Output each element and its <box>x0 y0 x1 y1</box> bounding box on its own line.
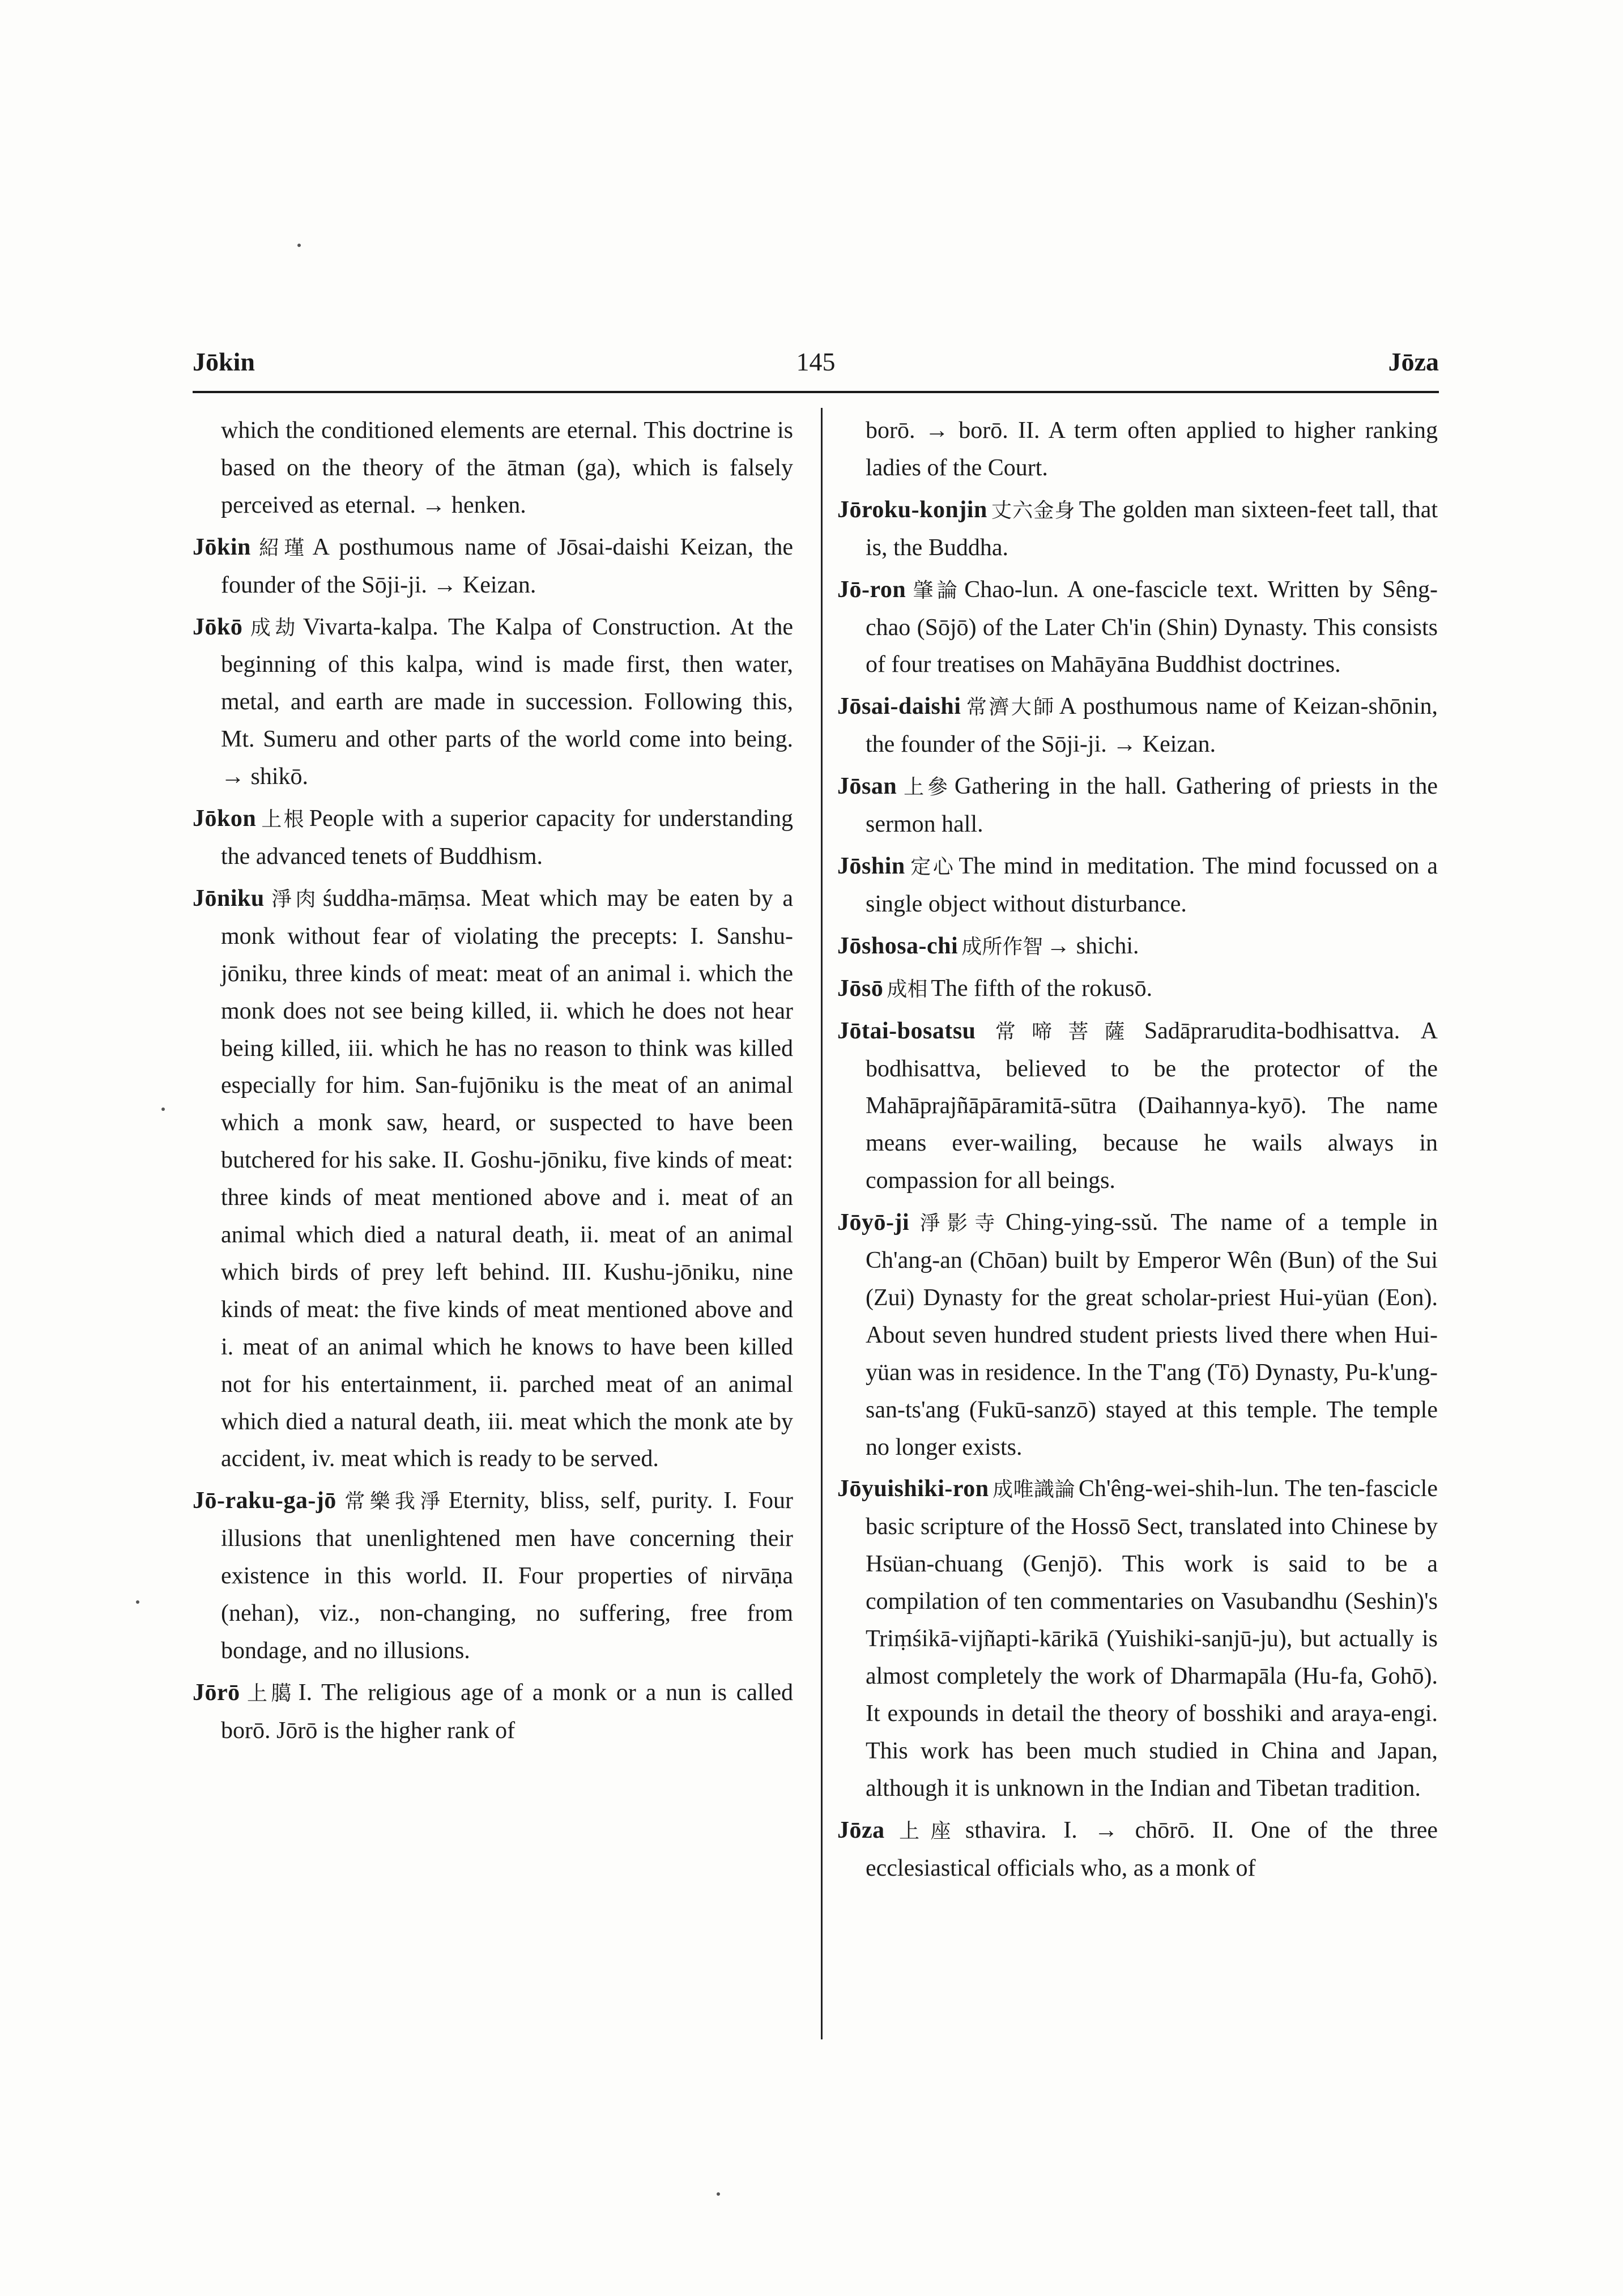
dictionary-entry <box>837 768 1438 844</box>
entry-body: A posthumous name of Jōsai-daishi Keizan, the founder of the Sōji-ji. → Keizan. <box>221 534 793 598</box>
dictionary-entry <box>193 529 793 604</box>
entry-kanji: 上參 <box>900 776 951 799</box>
dictionary-entry <box>837 848 1438 923</box>
column-divider <box>821 408 823 2039</box>
dictionary-entry <box>837 1812 1438 1888</box>
entry-headword: Jōshosa-chi <box>837 932 959 959</box>
entry-body: I. The religious age of a monk or a nun is called borō. Jōrō is the higher rank of <box>221 1679 793 1744</box>
entry-body: Ch'êng-wei-shih-lun. The ten-fascicle basic scripture of the Hossō Sect, translated into Chinese by Hsüan-chuang (Genjō). This work is said to be a compilation of ten commentaries on Vasubandhu (Seshin)'s Triṃśikā-vijñapti-kārikā (Yuishiki-sanjū-ju), but actually is almost completely the work of Dharmapāla (Hu-fa, Gohō). It expounds in detail the theory of bosshiki and araya-engi. This work has been much studied in China and Japan, although it is unknown in the Indian and Tibetan tradition. <box>866 1476 1438 1801</box>
entry-kanji: 上座 <box>888 1819 962 1843</box>
entry-body: Ching-ying-ssŭ. The name of a temple in Ch'ang-an (Chōan) built by Emperor Wên (Bun) of the Sui (Zui) Dynasty for the great scholar-priest Hui-yüan (Eon). About seven hundred student priests lived there when Hui-yüan was in residence. In the T'ang (Tō) Dynasty, Pu-k'ung-san-ts'ang (Fukū-sanzō) stayed at this temple. The temple no longer exists. <box>866 1209 1438 1460</box>
entry-headword: Jōsai-daishi <box>837 693 961 720</box>
entry-headword: Jōniku <box>193 885 265 911</box>
entry-headword: Jōsō <box>837 975 884 1002</box>
entry-body: The golden man sixteen-feet tall, that is, the Buddha. <box>866 496 1438 561</box>
entry-headword: Jōrō <box>193 1679 240 1706</box>
entry-kanji: 常樂我淨 <box>339 1490 445 1514</box>
header-rule <box>193 391 1439 393</box>
dictionary-entry <box>837 688 1438 764</box>
entry-headword: Jōroku-konjin <box>837 496 987 523</box>
dictionary-entry <box>837 1013 1438 1200</box>
running-header <box>193 347 1439 386</box>
dictionary-entry <box>837 572 1438 684</box>
entry-headword: Jō-raku-ga-jō <box>193 1488 336 1514</box>
scan-speck <box>717 2192 720 2196</box>
entry-kanji: 成相 <box>887 977 928 1001</box>
entry-body: Gathering in the hall. Gathering of priests in the sermon hall. <box>866 773 1438 838</box>
entry-body: Chao-lun. A one-fascicle text. Written by Sêng-chao (Sōjō) of the Later Ch'in (Shin) Dynasty. This consists of four treatises on Mahāyāna Buddhist doctrines. <box>866 576 1438 678</box>
entry-kanji: 定心 <box>908 855 956 879</box>
entry-kanji: 肇論 <box>909 578 961 602</box>
entry-kanji: 常濟大師 <box>964 696 1056 719</box>
entry-continuation <box>837 412 1438 487</box>
entry-kanji: 丈六金身 <box>990 499 1076 522</box>
entry-body: Vivarta-kalpa. The Kalpa of Construction. At the beginning of this kalpa, wind is made first, then water, metal, and earth are made in succession. Following this, Mt. Sumeru and other parts of the world come into being. → shikō. <box>221 614 793 790</box>
entry-headword: Jōkin <box>193 534 251 560</box>
dictionary-entry <box>193 1675 793 1750</box>
dictionary-entry <box>837 928 1438 966</box>
entry-body: sthavira. I. → chōrō. II. One of the three ecclesiastical officials who, as a monk of <box>866 1817 1438 1881</box>
dictionary-entry <box>837 1471 1438 1807</box>
entry-kanji: 成劫 <box>246 616 300 640</box>
entry-headword: Jōkō <box>193 614 243 640</box>
entry-body: borō. → borō. II. A term often applied to higher ranking ladies of the Court. <box>866 418 1438 481</box>
entry-headword: Jōshin <box>837 853 905 879</box>
dictionary-entry <box>193 1483 793 1670</box>
right-column <box>837 412 1438 1892</box>
entry-continuation <box>193 412 793 525</box>
entry-kanji: 常啼菩薩 <box>979 1020 1141 1043</box>
left-column <box>193 412 793 1754</box>
entry-body: which the conditioned elements are eternal. This doctrine is based on the theory of the ātman (ga), which is falsely perceived as eternal. → henken. <box>221 418 793 518</box>
left-guide-word: Jōkin <box>193 347 255 376</box>
entry-body: The mind in meditation. The mind focussed on a single object without disturbance. <box>866 853 1438 917</box>
scan-speck <box>136 1600 139 1604</box>
dictionary-entry <box>193 609 793 796</box>
entry-kanji: 紹瑾 <box>254 536 309 560</box>
entry-kanji: 上根 <box>259 808 306 832</box>
dictionary-entry <box>837 492 1438 567</box>
entry-kanji: 上臈 <box>243 1681 295 1705</box>
entry-body: The fifth of the rokusō. <box>931 975 1153 1002</box>
dictionary-entry <box>837 1204 1438 1466</box>
dictionary-entry <box>193 880 793 1479</box>
scan-speck <box>161 1107 165 1111</box>
entry-body: Eternity, bliss, self, purity. I. Four illusions that unenlightened men have concerning their existence in this world. II. Four properties of nirvāṇa (nehan), viz., non-changing, no suffering, free from bondage, and no illusions. <box>221 1488 793 1664</box>
entry-headword: Jōkon <box>193 806 257 832</box>
entry-headword: Jōyō-ji <box>837 1209 910 1236</box>
scan-speck <box>297 244 301 247</box>
page-number: 145 <box>796 347 836 376</box>
entry-headword: Jō-ron <box>837 576 906 603</box>
entry-kanji: 成唯識論 <box>992 1478 1075 1502</box>
entry-headword: Jōza <box>837 1817 885 1843</box>
entry-kanji: 淨影寺 <box>913 1212 1002 1236</box>
dictionary-entry <box>193 800 793 876</box>
entry-body: People with a superior capacity for understanding the advanced tenets of Buddhism. <box>221 806 793 870</box>
entry-body: Sadāprarudita-bodhisattva. A bodhisattva, believed to be the protector of the Mahāprajñāpāramitā-sūtra (Daihannya-kyō). The name means ever-wailing, because he wails always in compassion for all beings. <box>866 1017 1438 1194</box>
entry-kanji: 成所作智 <box>961 935 1043 959</box>
entry-kanji: 淨肉 <box>267 887 320 911</box>
entry-headword: Jōtai-bosatsu <box>837 1017 976 1044</box>
dictionary-entry <box>837 970 1438 1008</box>
right-guide-word: Jōza <box>1388 347 1439 376</box>
entry-headword: Jōyuishiki-ron <box>837 1476 989 1502</box>
entry-body: śuddha-māṃsa. Meat which may be eaten by a monk without fear of violating the precepts: I. Sanshu-jōniku, three kinds of meat: meat of an animal i. which the monk does not see being killed, ii. which he does not hear being killed, iii. which he has no reason to think was killed especially for him. San-fujōniku is the meat of an animal which a monk saw, heard, or suspected to have been butchered for his sake. II. Goshu-jōniku, five kinds of meat: three kinds of meat mentioned above and i. meat of an animal which died a natural death, ii. meat of an animal which birds of prey left behind. III. Kushu-jōniku, nine kinds of meat: the five kinds of meat mentioned above and i. meat of an animal which he knows to have been killed not for his entertainment, ii. parched meat of an animal which died a natural death, iii. meat which the monk ate by accident, iv. meat which is ready to be served. <box>221 885 793 1472</box>
entry-headword: Jōsan <box>837 773 897 800</box>
entry-body: A posthumous name of Keizan-shōnin, the founder of the Sōji-ji. → Keizan. <box>866 693 1438 758</box>
entry-body: → shichi. <box>1046 932 1139 959</box>
